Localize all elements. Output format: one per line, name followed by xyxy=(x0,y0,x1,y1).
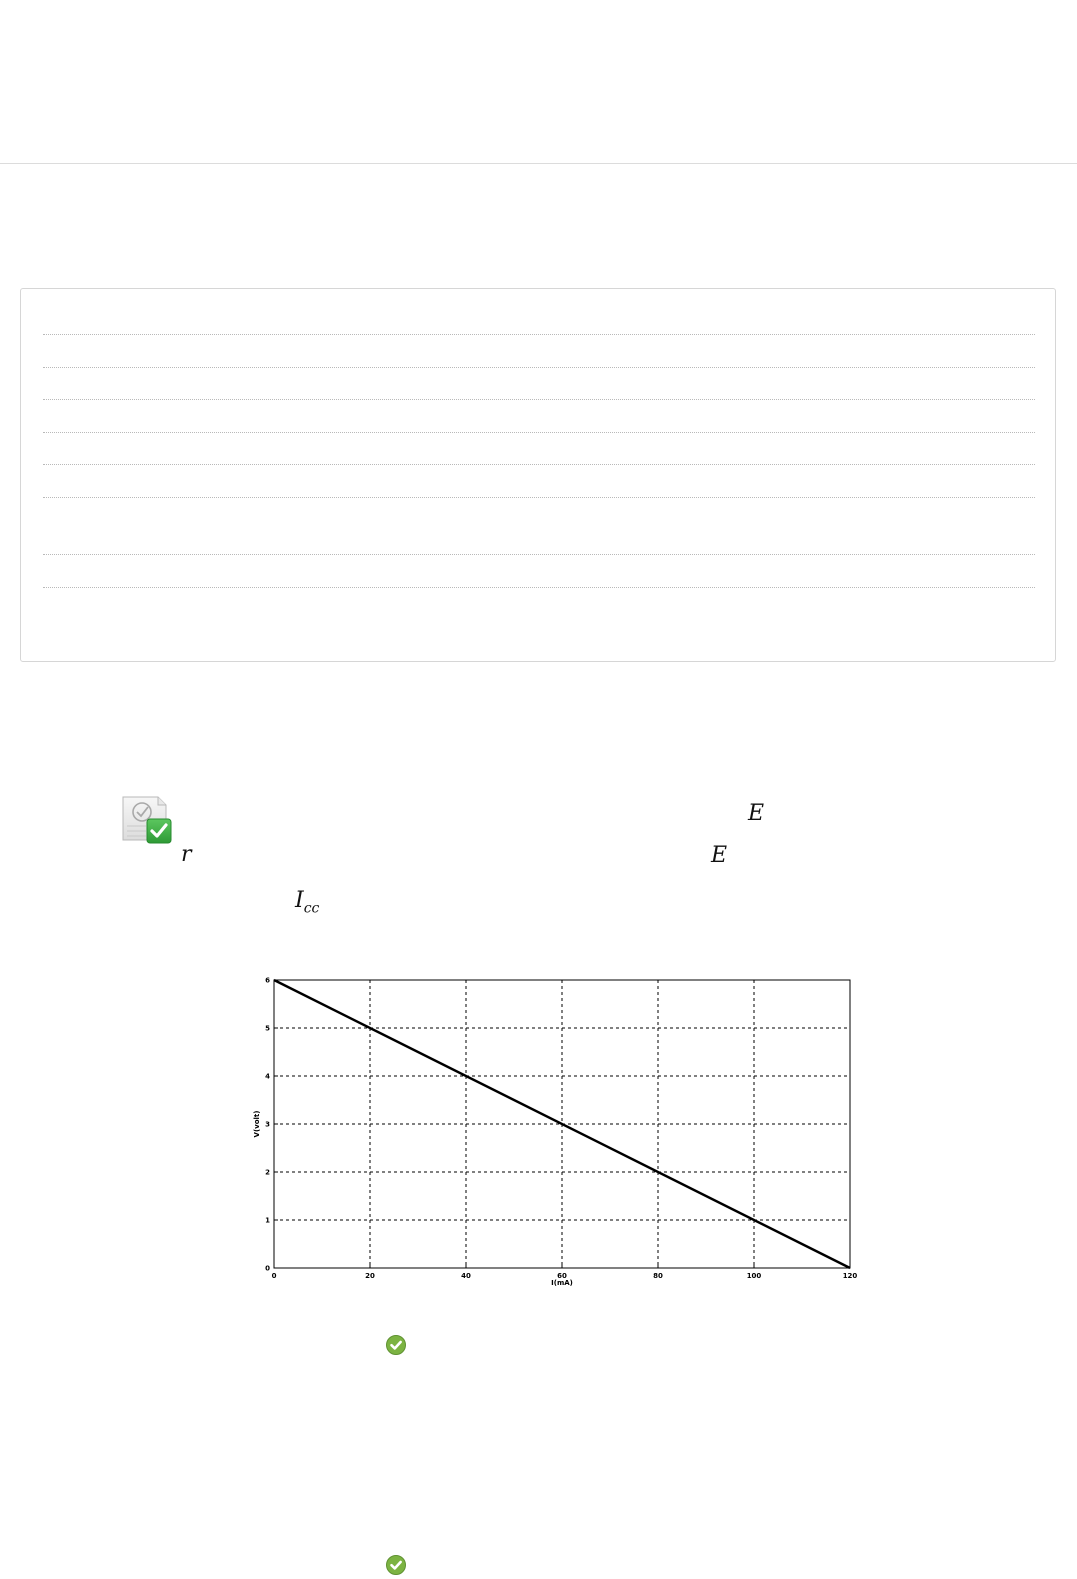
answer-panel xyxy=(20,288,1056,662)
iv-chart-svg xyxy=(248,972,864,1294)
answer-line-5 xyxy=(43,464,1035,465)
y-tick-label: 5 xyxy=(265,1024,270,1033)
answer-correct-icon-1 xyxy=(386,1335,406,1355)
question-check-icon xyxy=(122,796,172,844)
y-tick-label: 0 xyxy=(265,1264,270,1273)
y-axis-label: V(volt) xyxy=(253,1110,261,1138)
y-tick-label: 2 xyxy=(265,1168,270,1177)
x-tick-label: 100 xyxy=(746,1272,762,1280)
y-tick-label: 3 xyxy=(265,1120,270,1129)
answer-line-4 xyxy=(43,432,1035,433)
answer-line-2 xyxy=(43,367,1035,368)
symbol-E-1: E xyxy=(748,801,765,826)
answer-line-1 xyxy=(43,334,1035,335)
symbol-r: r xyxy=(181,842,192,867)
symbol-I: I xyxy=(295,888,304,913)
y-tick-label: 4 xyxy=(265,1072,270,1081)
x-tick-label: 80 xyxy=(653,1272,663,1280)
y-tick-label: 6 xyxy=(265,976,270,985)
symbol-I-cc xyxy=(295,888,319,916)
answer-line-7 xyxy=(43,554,1035,555)
answer-line-8 xyxy=(43,587,1035,588)
symbol-E-2: E xyxy=(711,843,728,868)
x-tick-label: 40 xyxy=(461,1272,471,1280)
symbol-cc-subscript: cc xyxy=(303,900,320,917)
y-tick-label: 1 xyxy=(265,1216,270,1225)
x-tick-label: 0 xyxy=(271,1272,277,1280)
answer-correct-icon-2 xyxy=(386,1555,406,1575)
answer-line-6 xyxy=(43,497,1035,498)
x-axis-label: I(mA) xyxy=(551,1279,573,1287)
header-divider xyxy=(0,163,1077,164)
answer-line-3 xyxy=(43,399,1035,400)
x-tick-label: 120 xyxy=(842,1272,858,1280)
x-tick-label: 20 xyxy=(365,1272,375,1280)
x-tick-label: 60 xyxy=(557,1272,567,1280)
iv-chart xyxy=(248,972,864,1294)
